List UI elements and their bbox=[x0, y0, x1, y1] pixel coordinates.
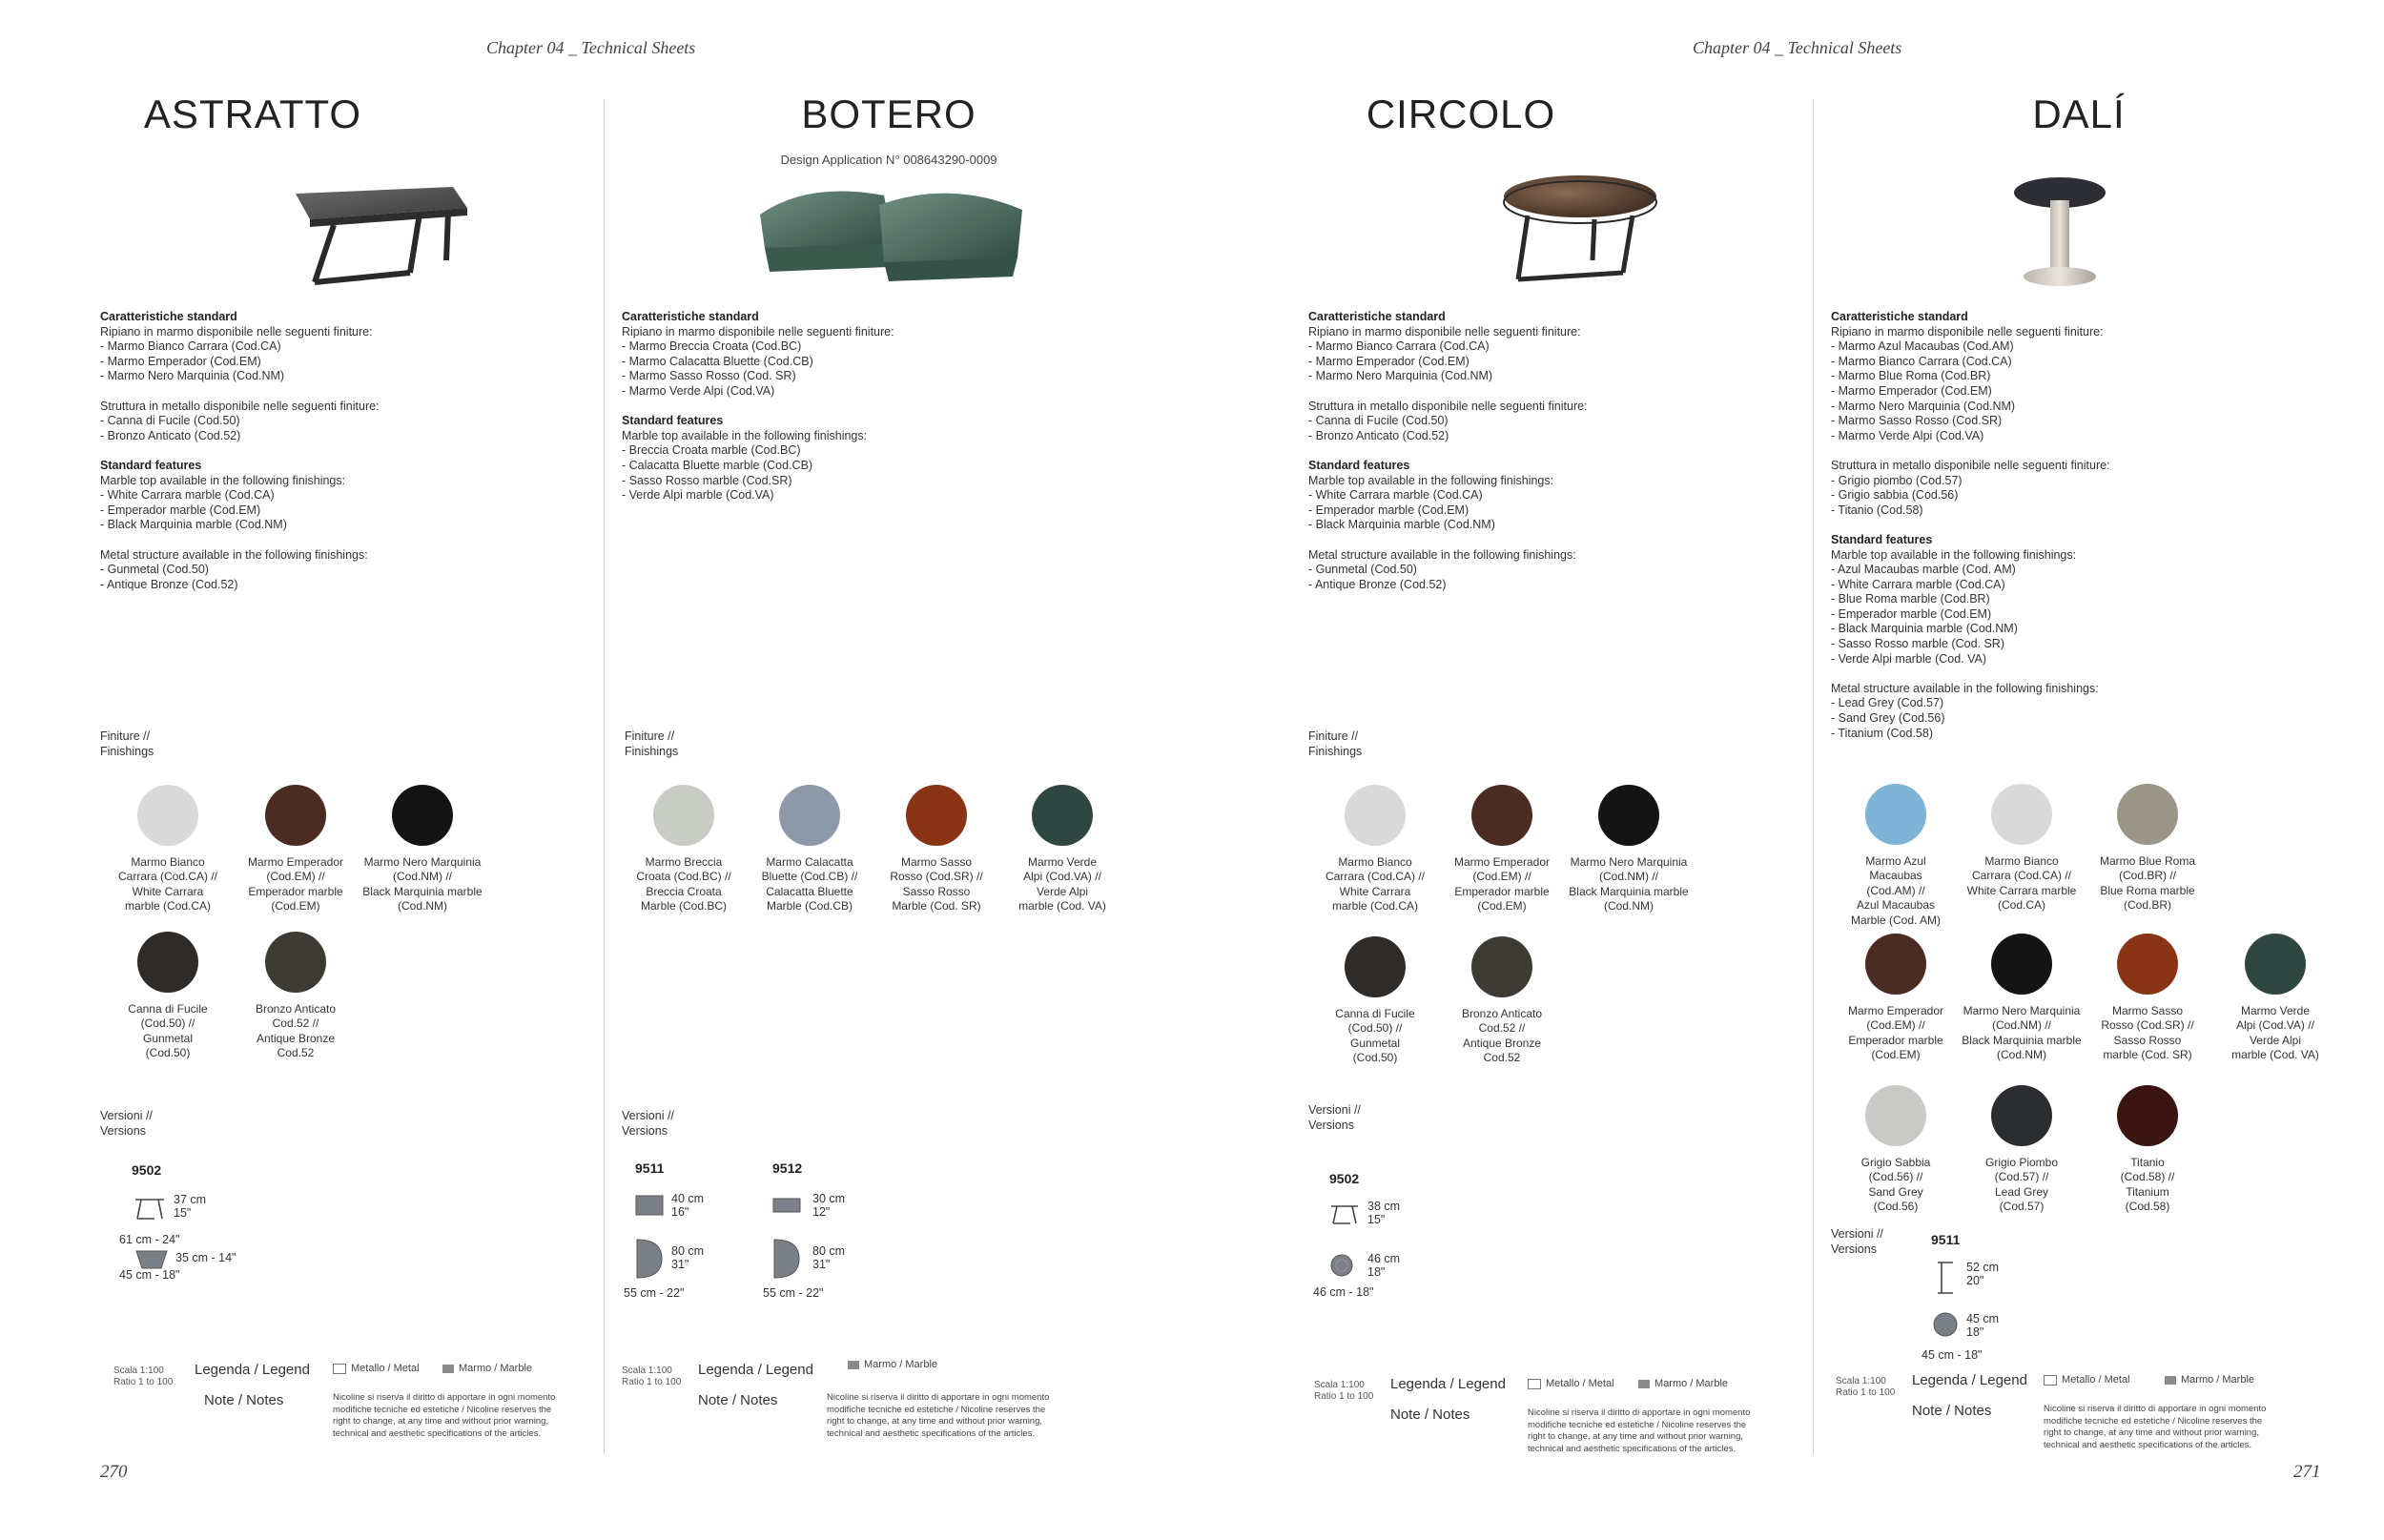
legend-metal: Metallo / Metal bbox=[333, 1363, 457, 1374]
finish-caption-line: (Cod.50) // bbox=[140, 1016, 195, 1031]
finish-caption-line: (Cod.AM) // bbox=[1866, 883, 1925, 897]
finish-color-circle bbox=[137, 785, 198, 846]
finish-color-circle bbox=[1865, 784, 1926, 845]
finish-caption-line: Cod.52 // bbox=[1478, 1021, 1526, 1036]
finish-caption-line: (Cod.BR) bbox=[2123, 898, 2171, 913]
finish-caption-line: Marmo Bianco bbox=[1984, 854, 2059, 868]
finish-caption-line: Black Marquinia marble bbox=[1569, 884, 1689, 898]
finish-caption-line: (Cod.EM) // bbox=[1472, 870, 1531, 884]
finish-caption-line: Azul Macaubas bbox=[1856, 898, 1936, 913]
finish-color-circle bbox=[1471, 785, 1532, 846]
versions-label: Versioni // Versions bbox=[1308, 1103, 1361, 1132]
version-dim: 61 cm - 24" bbox=[119, 1233, 180, 1246]
version-dim: 38 cm 15" bbox=[1367, 1200, 1401, 1226]
finish-caption-line: Marble (Cod.BC) bbox=[640, 899, 728, 914]
finish-caption-line: marble (Cod. VA) bbox=[2231, 1048, 2319, 1062]
finish-caption-line: Antique Bronze bbox=[1462, 1036, 1542, 1050]
astratto-table-image bbox=[277, 170, 477, 294]
finish-caption-line: (Cod.50) bbox=[1352, 1051, 1398, 1065]
legend-marble: Marmo / Marble bbox=[2165, 1374, 2289, 1386]
botero-sheet: BOTERO Design Application N° 008643290-0009 Caratteristiche standard Ripiano in marmo disponibile nelle seguenti finiture: - Marmo Breccia Croata (Cod.BC) - Marmo Calacatta Bluette (Cod.CB) - Marmo Sasso Rosso (Cod. SR) - Marmo Verde Alpi (Cod.VA) Standard features Marble top available in the following finishings: - Breccia Croata marble (Cod.BC) - Calacatta Bluette marble (Cod.CB) - Sasso Rosso marble (Cod.SR) - Verde Alpi marble (Cod.VA) Finiture // Finishings Marmo Breccia Croata (Cod.BC) // Breccia Croata Marble (Cod.BC) Marmo Calacatta Bluette (Cod.CB) // Calacatta Bluette Marble (Cod.CB) Marmo Sasso Rosso (Cod.SR) // Sasso Rosso Marble (Cod. SR) Marmo Verde Alpi (Cod.VA) // Verde Alpi marble (Cod. VA) Versioni // Versions 9511 40 cm 16" 80 cm 31" 55 cm - 22" 9512 30 cm 12" 80 cm 31" 55 cm - 22" Scala 1:100 Ratio 1 to 100 Legenda / Legend Marmo / Marble Note / Notes Nicoline si riserva il diritto di apportare in ogni momento modifiche tecniche ed estetiche / Nicoline reserves the right to change, at any time and without prior warning, technical and aesthetic specifications of the articles. bbox=[622, 0, 1137, 1540]
finish-color-circle bbox=[1471, 936, 1532, 997]
finish-caption-line: Marmo Bianco bbox=[131, 855, 205, 869]
version-dim: 30 cm 12" bbox=[812, 1192, 846, 1219]
finish-color-circle bbox=[1598, 785, 1659, 846]
circolo-table-image bbox=[1490, 170, 1675, 294]
finish-caption-line: Rosso (Cod.SR) // bbox=[890, 870, 983, 884]
finish-caption-line: (Cod.EM) bbox=[1477, 899, 1527, 914]
finish-swatch bbox=[1829, 784, 1963, 928]
finish-caption-line: White Carrara bbox=[1339, 884, 1411, 898]
finish-color-circle bbox=[1345, 936, 1406, 997]
finish-caption-line: Marmo Emperador bbox=[1847, 1004, 1944, 1017]
top-plan-icon bbox=[772, 1238, 801, 1280]
finish-caption-line: Emperador marble bbox=[1848, 1033, 1943, 1047]
finish-color-circle bbox=[1991, 1085, 2052, 1146]
top-plan-icon bbox=[1329, 1253, 1354, 1278]
finish-caption-line: Gunmetal bbox=[1349, 1036, 1401, 1050]
finish-caption-line: (Cod.EM) // bbox=[1866, 1018, 1925, 1033]
version-dim: 55 cm - 22" bbox=[763, 1286, 824, 1300]
finish-caption-line: Titanio bbox=[2130, 1156, 2165, 1169]
finish-caption-line: (Cod.58) // bbox=[2120, 1170, 2175, 1184]
finish-caption-line: Croata (Cod.BC) // bbox=[636, 870, 731, 884]
finish-swatch bbox=[1829, 1085, 1963, 1215]
finish-caption-line: (Cod.NM) bbox=[397, 899, 447, 914]
finish-color-circle bbox=[1865, 934, 1926, 995]
finish-color-circle bbox=[1991, 784, 2052, 845]
finish-caption-line: White Carrara marble bbox=[1966, 883, 2077, 897]
finish-caption-line: Marmo Verde bbox=[1027, 855, 1098, 869]
finish-color-circle bbox=[2117, 784, 2178, 845]
astratto-specs: Caratteristiche standard Ripiano in marmo disponibile nelle seguenti finiture: - Marmo Bianco Carrara (Cod.CA) - Marmo Emperador (Cod.EM) - Marmo Nero Marquinia (Cod.NM) Struttura in metallo disponibile nelle seguenti finiture: - Canna di Fucile (Cod.50) - Bronzo Anticato (Cod.52) Standard features Marble top available in the following finishings: - White Carrara marble (Cod.CA) - Emperador marble (Cod.EM) - Black Marquinia marble (Cod.NM) Metal structure available in the following finishings: - Gunmetal (Cod.50) - Antique Bronze (Cod.52) bbox=[100, 310, 380, 591]
finish-caption-line: Alpi (Cod.VA) // bbox=[1023, 870, 1101, 884]
finish-caption-line: Marmo Emperador bbox=[247, 855, 344, 869]
finish-caption-line: marble (Cod. SR) bbox=[2103, 1048, 2192, 1062]
legend-marble: Marmo / Marble bbox=[1638, 1378, 1762, 1389]
circolo-specs: Caratteristiche standard Ripiano in marmo disponibile nelle seguenti finiture: - Marmo Bianco Carrara (Cod.CA) - Marmo Emperador (Cod.EM) - Marmo Nero Marquinia (Cod.NM) Struttura in metallo disponibile nelle seguenti finiture: - Canna di Fucile (Cod.50) - Bronzo Anticato (Cod.52) Standard features Marble top available in the following finishings: - White Carrara marble (Cod.CA) - Emperador marble (Cod.EM) - Black Marquinia marble (Cod.NM) Metal structure available in the following finishings: - Gunmetal (Cod.50) - Antique Bronze (Cod.52) bbox=[1308, 310, 1588, 591]
version-dim: 37 cm 15" bbox=[174, 1193, 207, 1220]
finish-caption-line: marble (Cod. VA) bbox=[1018, 899, 1106, 914]
version-dim: 80 cm 31" bbox=[671, 1244, 705, 1271]
version-code: 9512 bbox=[772, 1160, 803, 1176]
finish-caption-line: Bluette (Cod.CB) // bbox=[761, 870, 858, 884]
side-elevation-icon bbox=[772, 1198, 801, 1213]
finish-caption-line: Verde Alpi bbox=[2249, 1033, 2302, 1047]
dali-table-image bbox=[1993, 170, 2127, 294]
finish-caption-line: (Cod.BR) // bbox=[2118, 869, 2176, 883]
finish-caption-line: (Cod.50) // bbox=[1347, 1021, 1403, 1036]
versions-label: Versioni // Versions bbox=[1831, 1227, 1883, 1256]
finish-caption-line: Marmo Nero Marquinia bbox=[1963, 1004, 2081, 1017]
finish-caption-line: Sand Grey bbox=[1868, 1184, 1923, 1199]
finish-caption-line: Marble (Cod.CB) bbox=[766, 899, 853, 914]
finish-swatch bbox=[229, 932, 362, 1061]
circolo-sheet: CIRCOLO Caratteristiche standard Ripiano in marmo disponibile nelle seguenti finiture: - Marmo Bianco Carrara (Cod.CA) - Marmo Emperador (Cod.EM) - Marmo Nero Marquinia (Cod.NM) Struttura in metallo disponibile nelle seguenti finiture: - Canna di Fucile (Cod.50) - Bronzo Anticato (Cod.52) Standard features Marble top available in the following finishings: - White Carrara marble (Cod.CA) - Emperador marble (Cod.EM) - Black Marquinia marble (Cod.NM) Metal structure available in the following finishings: - Gunmetal (Cod.50) - Antique Bronze (Cod.52) Finiture // Finishings Marmo Bianco Carrara (Cod.CA) // White Carrara marble (Cod.CA) Marmo Emperador (Cod.EM) // Emperador marble (Cod.EM) Marmo Nero Marquinia (Cod.NM) // Black Marquinia marble (Cod.NM) Canna di Fucile (Cod.50) // Gunmetal (Cod.50) Bronzo Anticato Cod.52 // Antique Bronze Cod.52 Versioni // Versions 9502 38 cm 15" 46 cm 18" 46 cm - 18" Scala 1:100 Ratio 1 to 100 Legenda / Legend Metallo / Metal Marmo / Marble Note / Notes Nicoline si riserva il diritto di apportare in ogni momento modifiche tecniche ed estetiche / Nicoline reserves the right to change, at any time and without prior warning, technical and aesthetic specifications of the articles. bbox=[1308, 0, 1823, 1540]
version-dim: 35 cm - 14" bbox=[175, 1251, 236, 1264]
finish-swatch bbox=[1435, 785, 1569, 914]
finish-caption-line: Titanium bbox=[2126, 1184, 2169, 1199]
finish-caption-line: (Cod.56) bbox=[1873, 1200, 1919, 1214]
finish-caption-line: Emperador marble bbox=[1454, 884, 1550, 898]
finish-caption-line: Black Marquinia marble bbox=[1962, 1033, 2082, 1047]
finish-caption-line: (Cod.57) bbox=[1999, 1200, 2045, 1214]
versions-label: Versioni // Versions bbox=[100, 1109, 153, 1138]
chapter-header-right: Chapter 04 _ Technical Sheets bbox=[1693, 38, 1902, 57]
finish-swatch bbox=[1955, 784, 2088, 914]
finish-color-circle bbox=[1032, 785, 1093, 846]
legend-marble: Marmo / Marble bbox=[442, 1363, 566, 1374]
version-code: 9511 bbox=[635, 1160, 665, 1176]
finishings-label: Finiture // Finishings bbox=[1308, 729, 1363, 758]
version-dim: 40 cm 16" bbox=[671, 1192, 705, 1219]
finish-swatch bbox=[2081, 784, 2214, 914]
botero-table-image bbox=[750, 172, 1032, 296]
finish-caption-line: Marmo Emperador bbox=[1453, 855, 1551, 869]
dali-specs: Caratteristiche standard Ripiano in marmo disponibile nelle seguenti finiture: - Marmo Azul Macaubas (Cod.AM) - Marmo Bianco Carrara (Cod.CA) - Marmo Blue Roma (Cod.BR) - Marmo Emperador (Cod.EM) - Marmo Nero Marquinia (Cod.NM) - Marmo Sasso Rosso (Cod.SR) - Marmo Verde Alpi (Cod.VA) Struttura in metallo disponibile nelle seguenti finiture: - Grigio piombo (Cod.57) - Grigio sabbia (Cod.56) - Titanio (Cod.58) Standard features Marble top available in the following finishings: - Azul Macaubas marble (Cod. AM) - White Carrara marble (Cod.CA) - Blue Roma marble (Cod.BR) - Emperador marble (Cod.EM) - Black Marquinia marble (Cod.NM) - Sasso Rosso marble (Cod. SR) - Verde Alpi marble (Cod. VA) Metal structure available in the following finishings: - Lead Grey (Cod.57) - Sand Grey (Cod.56) - Titanium (Cod.58) bbox=[1831, 310, 2110, 740]
finish-caption-line: Bronzo Anticato bbox=[1461, 1007, 1543, 1020]
finish-color-circle bbox=[2117, 1085, 2178, 1146]
version-dim: 45 cm 18" bbox=[1966, 1312, 2000, 1339]
version-code: 9502 bbox=[1329, 1171, 1360, 1186]
legend-metal: Metallo / Metal bbox=[1528, 1378, 1652, 1389]
finish-caption-line: (Cod.EM) // bbox=[266, 870, 325, 884]
finish-caption-line: Marmo Blue Roma bbox=[2099, 854, 2196, 868]
finish-caption-line: Cod.52 bbox=[277, 1046, 315, 1060]
finish-caption-line: (Cod.EM) bbox=[271, 899, 320, 914]
finish-swatch bbox=[1308, 936, 1442, 1066]
finish-caption-line: (Cod.57) // bbox=[1994, 1170, 2049, 1184]
product-title: BOTERO bbox=[801, 92, 976, 136]
finish-caption-line: Bronzo Anticato bbox=[255, 1002, 337, 1016]
side-elevation-icon bbox=[1934, 1261, 1957, 1295]
finish-caption-line: Canna di Fucile bbox=[1335, 1007, 1415, 1020]
chapter-header-left: Chapter 04 _ Technical Sheets bbox=[486, 38, 696, 57]
botero-specs: Caratteristiche standard Ripiano in marmo disponibile nelle seguenti finiture: - Marmo Breccia Croata (Cod.BC) - Marmo Calacatta Bluette (Cod.CB) - Marmo Sasso Rosso (Cod. SR) - Marmo Verde Alpi (Cod.VA) Standard features Marble top available in the following finishings: - Breccia Croata marble (Cod.BC) - Calacatta Bluette marble (Cod.CB) - Sasso Rosso marble (Cod.SR) - Verde Alpi marble (Cod.VA) bbox=[622, 310, 894, 503]
finish-color-circle bbox=[1991, 934, 2052, 995]
finish-caption-line: Rosso (Cod.SR) // bbox=[2101, 1018, 2194, 1033]
astratto-sheet: ASTRATTO Caratteristiche standard Ripiano in marmo disponibile nelle seguenti finiture: - Marmo Bianco Carrara (Cod.CA) - Marmo Emperador (Cod.EM) - Marmo Nero Marquinia (Cod.NM) Struttura in metallo disponibile nelle seguenti finiture: - Canna di Fucile (Cod.50) - Bronzo Anticato (Cod.52) Standard features Marble top available in the following finishings: - White Carrara marble (Cod.CA) - Emperador marble (Cod.EM) - Black Marquinia marble (Cod.NM) Metal structure available in the following finishings: - Gunmetal (Cod.50) - Antique Bronze (Cod.52) Finiture // Finishings Marmo Bianco Carrara (Cod.CA) // White Carrara marble (Cod.CA) Marmo Emperador (Cod.EM) // Emperador marble (Cod.EM) Marmo Nero Marquinia (Cod.NM) // Black Marquinia marble (Cod.NM) Canna di Fucile (Cod.50) // Gunmetal (Cod.50) Bronzo Anticato Cod.52 // Antique Bronze Cod.52 Versioni // Versions 9502 37 cm 15" 61 cm - 24" 35 cm - 14" 45 cm - 18" Scala 1:100 Ratio 1 to 100 Legenda / Legend Metallo / Metal Marmo / Marble Note / Notes Nicoline si riserva il diritto di apportare in ogni momento modifiche tecniche ed estetiche / Nicoline reserves the right to change, at any time and without prior warning, technical and aesthetic specifications of the articles. bbox=[100, 0, 615, 1540]
finish-color-circle bbox=[653, 785, 714, 846]
finish-caption-line: Carrara (Cod.CA) // bbox=[117, 870, 218, 884]
finish-swatch bbox=[356, 785, 489, 914]
dali-sheet: DALÍ Caratteristiche standard Ripiano in marmo disponibile nelle seguenti finiture: - Marmo Azul Macaubas (Cod.AM) - Marmo Bianco Carrara (Cod.CA) - Marmo Blue Roma (Cod.BR) - Marmo Emperador (Cod.EM) - Marmo Nero Marquinia (Cod.NM) - Marmo Sasso Rosso (Cod.SR) - Marmo Verde Alpi (Cod.VA) Struttura in metallo disponibile nelle seguenti finiture: - Grigio piombo (Cod.57) - Grigio sabbia (Cod.56) - Titanio (Cod.58) Standard features Marble top available in the following finishings: - Azul Macaubas marble (Cod. AM) - White Carrara marble (Cod.CA) - Blue Roma marble (Cod.BR) - Emperador marble (Cod.EM) - Black Marquinia marble (Cod.NM) - Sasso Rosso marble (Cod. SR) - Verde Alpi marble (Cod. VA) Metal structure available in the following finishings: - Lead Grey (Cod.57) - Sand Grey (Cod.56) - Titanium (Cod.58) Marmo Azul Macaubas (Cod.AM) // Azul Macaubas Marble (Cod. AM) Marmo Bianco Carrara (Cod.CA) // White Carrara marble (Cod.CA) Marmo Blue Roma (Cod.BR) // Blue Roma marble (Cod.BR) Marmo Emperador (Cod.EM) // Emperador marble (Cod.EM) Marmo Nero Marquinia (Cod.NM) // Black Marquinia marble (Cod.NM) Marmo Sasso Rosso (Cod.SR) // Sasso Rosso marble (Cod. SR) Marmo Verde Alpi (Cod.VA) // Verde Alpi marble (Cod. VA) Grigio Sabbia (Cod.56) // Sand Grey (Cod.56) Grigio Piombo (Cod.57) // Lead Grey (Cod.57) Titanio (Cod.58) // Titanium (Cod.58) Versioni // Versions 9511 52 cm 20" 45 cm 18" 45 cm - 18" Scala 1:100 Ratio 1 to 100 Legenda / Legend Metallo / Metal Marmo / Marble Note / Notes Nicoline si riserva il diritto di apportare in ogni momento modifiche tecniche ed estetiche / Nicoline reserves the right to change, at any time and without prior warning, technical and aesthetic specifications of the articles. bbox=[1831, 0, 2346, 1540]
versions-label: Versioni // Versions bbox=[622, 1109, 674, 1138]
legend-marble: Marmo / Marble bbox=[848, 1359, 972, 1370]
finish-caption-line: Blue Roma marble bbox=[2100, 883, 2195, 897]
finish-caption-line: (Cod.56) // bbox=[1868, 1170, 1923, 1184]
finish-swatch bbox=[870, 785, 1003, 914]
finish-caption-line: Calacatta Bluette bbox=[766, 884, 853, 898]
version-code: 9511 bbox=[1931, 1232, 1961, 1247]
finish-caption-line: Canna di Fucile bbox=[128, 1002, 208, 1016]
finish-caption-line: Marmo Calacatta bbox=[766, 855, 853, 869]
version-dim: 80 cm 31" bbox=[812, 1244, 846, 1271]
top-plan-icon bbox=[1932, 1311, 1959, 1338]
finish-color-circle bbox=[137, 932, 198, 993]
finish-caption-line: Marble (Cod. AM) bbox=[1850, 913, 1942, 927]
finish-caption-line: Marmo Azul bbox=[1865, 854, 1926, 868]
finish-caption-line: Lead Grey bbox=[1994, 1184, 2049, 1199]
finish-swatch bbox=[1955, 1085, 2088, 1215]
finish-caption-line: Marmo Breccia bbox=[645, 855, 723, 869]
finish-swatch bbox=[1955, 934, 2088, 1063]
finish-caption-line: Antique Bronze bbox=[256, 1031, 336, 1045]
page-number-left: 270 bbox=[100, 1462, 128, 1482]
version-dim: 45 cm - 18" bbox=[1922, 1348, 1983, 1362]
finish-swatch bbox=[1435, 936, 1569, 1066]
finish-swatch bbox=[617, 785, 750, 914]
side-elevation-icon bbox=[134, 1197, 166, 1222]
top-plan-icon bbox=[635, 1238, 664, 1280]
finish-color-circle bbox=[265, 932, 326, 993]
finish-color-circle bbox=[2245, 934, 2306, 995]
version-dim: 45 cm - 18" bbox=[119, 1268, 180, 1282]
finishings-label: Finiture // Finishings bbox=[625, 729, 679, 758]
finish-caption-line: marble (Cod.CA) bbox=[1331, 899, 1419, 914]
finish-caption-line: Marmo Nero Marquinia bbox=[1570, 855, 1688, 869]
finish-caption-line: Marmo Sasso bbox=[900, 855, 973, 869]
product-title: ASTRATTO bbox=[143, 92, 362, 136]
side-elevation-icon bbox=[1329, 1203, 1360, 1226]
finish-caption-line: Sasso Rosso bbox=[902, 884, 971, 898]
finish-swatch bbox=[1562, 785, 1696, 914]
finish-caption-line: Marmo Bianco bbox=[1338, 855, 1412, 869]
finish-caption-line: Cod.52 // bbox=[272, 1016, 319, 1031]
finish-color-circle bbox=[1865, 1085, 1926, 1146]
finish-caption-line: (Cod.NM) // bbox=[1991, 1018, 2051, 1033]
finish-caption-line: Alpi (Cod.VA) // bbox=[2236, 1018, 2314, 1033]
finish-caption-line: (Cod.50) bbox=[145, 1046, 191, 1060]
finish-caption-line: Macaubas bbox=[1869, 869, 1922, 883]
finish-swatch bbox=[1308, 785, 1442, 914]
finish-caption-line: Carrara (Cod.CA) // bbox=[1325, 870, 1426, 884]
side-elevation-icon bbox=[635, 1195, 664, 1216]
finish-caption-line: (Cod.NM) bbox=[1996, 1048, 2046, 1062]
top-plan-icon bbox=[134, 1249, 169, 1270]
finish-swatch bbox=[2081, 934, 2214, 1063]
version-dim: 52 cm 20" bbox=[1966, 1261, 2000, 1287]
finish-caption-line: (Cod.58) bbox=[2125, 1200, 2170, 1214]
finish-color-circle bbox=[265, 785, 326, 846]
finish-caption-line: Carrara (Cod.CA) // bbox=[1971, 869, 2072, 883]
finish-color-circle bbox=[1345, 785, 1406, 846]
finish-caption-line: Marmo Sasso bbox=[2111, 1004, 2184, 1017]
legend-metal: Metallo / Metal bbox=[2044, 1374, 2168, 1386]
design-application: Design Application N° 008643290-0009 bbox=[780, 153, 997, 167]
page-number-right: 271 bbox=[2293, 1462, 2321, 1482]
finish-caption-line: Black Marquinia marble bbox=[362, 884, 483, 898]
finish-caption-line: (Cod.CA) bbox=[1997, 898, 2045, 913]
finish-swatch bbox=[743, 785, 876, 914]
version-dim: 55 cm - 22" bbox=[624, 1286, 685, 1300]
finish-caption-line: marble (Cod.CA) bbox=[124, 899, 212, 914]
finish-color-circle bbox=[906, 785, 967, 846]
finish-caption-line: Grigio Sabbia bbox=[1860, 1156, 1931, 1169]
finish-caption-line: Grigio Piombo bbox=[1984, 1156, 2059, 1169]
version-dim: 46 cm 18" bbox=[1367, 1252, 1401, 1279]
finish-caption-line: (Cod.NM) bbox=[1603, 899, 1654, 914]
finish-caption-line: Verde Alpi bbox=[1036, 884, 1089, 898]
finish-caption-line: White Carrara bbox=[132, 884, 204, 898]
finish-caption-line: Marble (Cod. SR) bbox=[892, 899, 981, 914]
finishings-label: Finiture // Finishings bbox=[100, 729, 154, 758]
finish-swatch bbox=[101, 932, 235, 1061]
finish-color-circle bbox=[392, 785, 453, 846]
finish-swatch bbox=[101, 785, 235, 914]
finish-swatch bbox=[229, 785, 362, 914]
finish-caption-line: Marmo Verde bbox=[2240, 1004, 2311, 1017]
finish-caption-line: Gunmetal bbox=[142, 1031, 194, 1045]
version-dim: 46 cm - 18" bbox=[1313, 1285, 1374, 1299]
finish-swatch bbox=[1829, 934, 1963, 1063]
finish-color-circle bbox=[2117, 934, 2178, 995]
version-code: 9502 bbox=[132, 1162, 162, 1178]
finish-caption-line: (Cod.EM) bbox=[1871, 1048, 1921, 1062]
finish-caption-line: Emperador marble bbox=[248, 884, 343, 898]
finish-swatch bbox=[996, 785, 1129, 914]
finish-color-circle bbox=[779, 785, 840, 846]
finish-caption-line: Marmo Nero Marquinia bbox=[363, 855, 482, 869]
finish-caption-line: (Cod.NM) // bbox=[392, 870, 452, 884]
finish-caption-line: Sasso Rosso bbox=[2113, 1033, 2182, 1047]
product-title: DALÍ bbox=[2032, 92, 2126, 136]
finish-swatch bbox=[2209, 934, 2342, 1063]
finish-caption-line: Cod.52 bbox=[1483, 1051, 1521, 1065]
finish-caption-line: (Cod.NM) // bbox=[1598, 870, 1658, 884]
finish-swatch bbox=[2081, 1085, 2214, 1215]
product-title: CIRCOLO bbox=[1366, 92, 1556, 136]
finish-caption-line: Breccia Croata bbox=[646, 884, 722, 898]
